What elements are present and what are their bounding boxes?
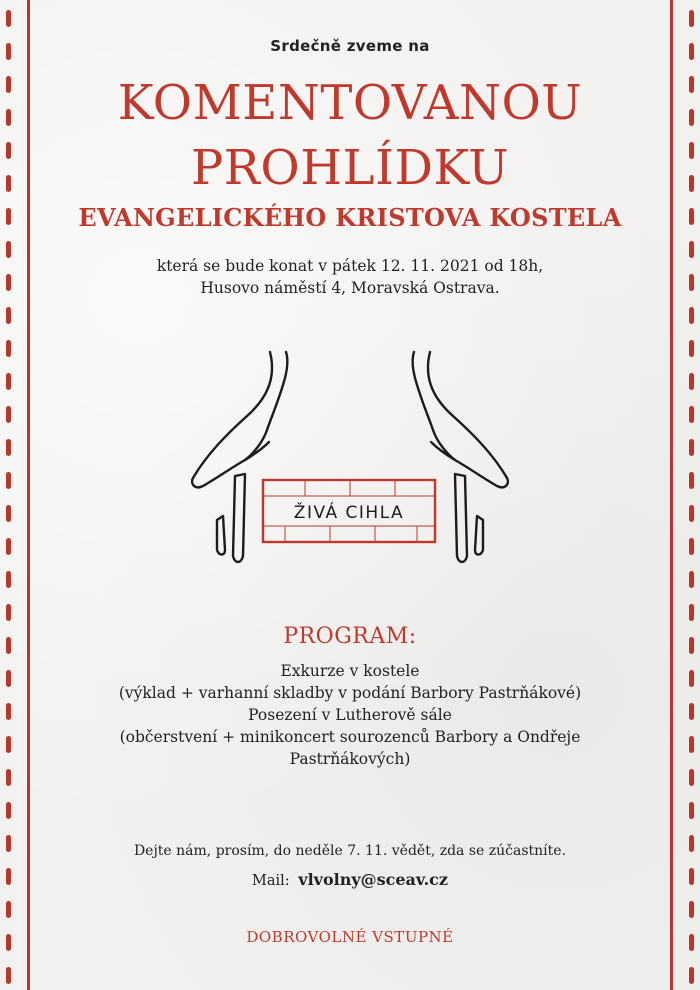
left-dashed-border <box>6 0 12 990</box>
event-info <box>40 255 660 299</box>
program-line: (výklad + varhanní skladby v podání Barbory Pastrňákové) <box>118 684 582 702</box>
admission-text: DOBROVOLNÉ VSTUPNÉ <box>246 928 454 946</box>
mail-label: Mail: <box>252 873 290 889</box>
event-address-line: Husovo náměstí 4, Moravská Ostrava. <box>200 279 500 297</box>
title-line-1: KOMENTOVANOU <box>117 75 583 131</box>
left-border-line <box>27 0 30 990</box>
program-line: (občerstvení + minikoncert sourozenců Barbory a Ondřeje <box>119 728 581 746</box>
title-line-3: EVANGELICKÉHO KRISTOVA KOSTELA <box>78 203 622 232</box>
ziva-cihla-logo <box>185 350 515 580</box>
program-list <box>40 660 660 770</box>
event-date-line: která se bude konat v pátek 12. 11. 2021 od 18h, <box>156 257 544 275</box>
right-dashed-border <box>689 0 695 990</box>
program-heading: PROGRAM: <box>283 624 417 649</box>
program-line: Posezení v Lutherově sále <box>248 706 452 724</box>
hands-holding-brick-icon <box>185 350 515 580</box>
program-line: Pastrňákových) <box>289 750 411 768</box>
program-line: Exkurze v kostele <box>280 662 420 680</box>
title-line-2: PROHLÍDKU <box>190 140 510 196</box>
rsvp-text: Dejte nám, prosím, do neděle 7. 11. vědět, zda se zúčastníte. <box>133 843 567 859</box>
logo-text: ŽIVÁ CIHLA <box>293 503 405 523</box>
mail-line <box>40 870 660 889</box>
mail-link[interactable]: vlvolny@sceav.cz <box>298 870 448 889</box>
right-border-line <box>670 0 673 990</box>
invite-text: Srdečně zveme na <box>270 37 430 55</box>
